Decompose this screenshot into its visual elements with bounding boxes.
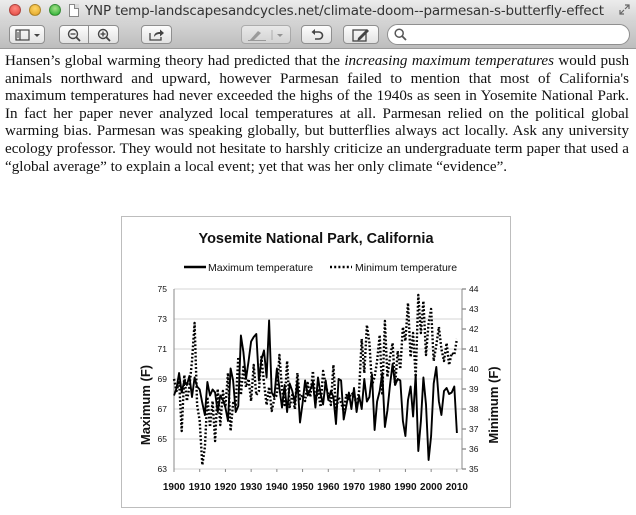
document-view[interactable] <box>0 49 636 515</box>
x-tick-label: 1930 <box>240 482 263 493</box>
y2-tick-label: 41 <box>469 344 479 354</box>
search-icon <box>394 28 407 41</box>
x-tick-label: 2000 <box>420 482 443 493</box>
y2-tick-label: 36 <box>469 444 479 454</box>
y2-tick-label: 42 <box>469 324 479 334</box>
annotate-icon <box>352 28 370 42</box>
chart-title: Yosemite National Park, California <box>198 231 434 247</box>
zoom-out-icon <box>67 28 81 42</box>
search-field[interactable] <box>387 24 630 45</box>
legend-max-label: Maximum temperature <box>208 262 314 274</box>
y2-tick-label: 40 <box>469 364 479 374</box>
y2-tick-label: 43 <box>469 304 479 314</box>
sidebar-icon <box>13 29 41 41</box>
y-tick-label: 67 <box>157 404 167 414</box>
y-tick-label: 65 <box>157 434 167 444</box>
y-tick-label: 69 <box>157 374 167 384</box>
x-tick-label: 1920 <box>214 482 237 493</box>
article-text-start: Hansen’s global warming theory had predicted that the <box>5 53 345 69</box>
search-input[interactable] <box>410 26 622 43</box>
article-emphasis: increasing maximum temperatures <box>344 53 555 69</box>
chart-svg <box>122 217 510 507</box>
temperature-chart <box>121 216 511 508</box>
rotate-icon <box>310 28 324 42</box>
x-tick-label: 2010 <box>445 482 468 493</box>
x-tick-label: 1980 <box>368 482 391 493</box>
y2-tick-label: 35 <box>469 464 479 474</box>
y2-tick-label: 38 <box>469 404 479 414</box>
zoom-in-button[interactable] <box>88 25 119 44</box>
x-tick-label: 1990 <box>394 482 417 493</box>
zoom-out-button[interactable] <box>59 25 89 44</box>
zoom-window-button[interactable] <box>49 4 61 16</box>
share-button[interactable] <box>141 25 172 44</box>
minimize-window-button[interactable] <box>29 4 41 16</box>
y-tick-label: 75 <box>157 284 167 294</box>
window-title: YNP temp-landscapesandcycles.net/climate-doom--parmesan-s-butterfly-effect <box>85 3 604 19</box>
x-tick-label: 1900 <box>162 482 186 493</box>
chart-axes <box>158 284 479 493</box>
share-icon <box>149 28 165 41</box>
y-tick-label: 73 <box>157 314 167 324</box>
zoom-in-icon <box>97 28 111 42</box>
y-tick-label: 71 <box>157 344 167 354</box>
legend-min-label: Minimum temperature <box>355 262 458 274</box>
x-tick-label: 1950 <box>291 482 314 493</box>
x-tick-label: 1940 <box>265 482 288 493</box>
sidebar-button[interactable] <box>9 25 45 44</box>
y-tick-label: 63 <box>157 464 167 474</box>
document-icon <box>69 4 79 17</box>
title-bar[interactable] <box>0 0 636 23</box>
y2-tick-label: 44 <box>469 284 479 294</box>
highlight-button[interactable] <box>241 25 291 44</box>
x-tick-label: 1970 <box>342 482 366 493</box>
y-axis-label-right: Minimum (F) <box>486 366 501 444</box>
close-window-button[interactable] <box>9 4 21 16</box>
highlighter-icon <box>246 29 286 41</box>
x-tick-label: 1910 <box>188 482 211 493</box>
article-paragraph <box>5 53 629 176</box>
toolbar <box>0 22 636 49</box>
y-axis-label-left: Maximum (F) <box>138 364 153 446</box>
article-text-end: would push animals northward and upward, however Parmesan failed to mention that most of California's maximum temperatures had never exceeded the highs of the 1940s as seen in Yosemite National Park. In fact her paper never analyzed local temperatures at all. Parmesan relied on the political global warming bias. Parmesan was speaking globally, but butterflies always act locally. Ask any university ecology professor. They would not hesitate to harshly criticize an undergraduate term paper that used a “global average” to explain a local event; yet that was her only climate “evidence”. <box>5 53 630 175</box>
x-tick-label: 1960 <box>317 482 340 493</box>
chart-legend <box>184 262 457 274</box>
fullscreen-icon[interactable] <box>619 4 630 15</box>
annotate-button[interactable] <box>343 25 379 44</box>
y2-tick-label: 37 <box>469 424 479 434</box>
rotate-button[interactable] <box>301 25 332 44</box>
y2-tick-label: 39 <box>469 384 479 394</box>
